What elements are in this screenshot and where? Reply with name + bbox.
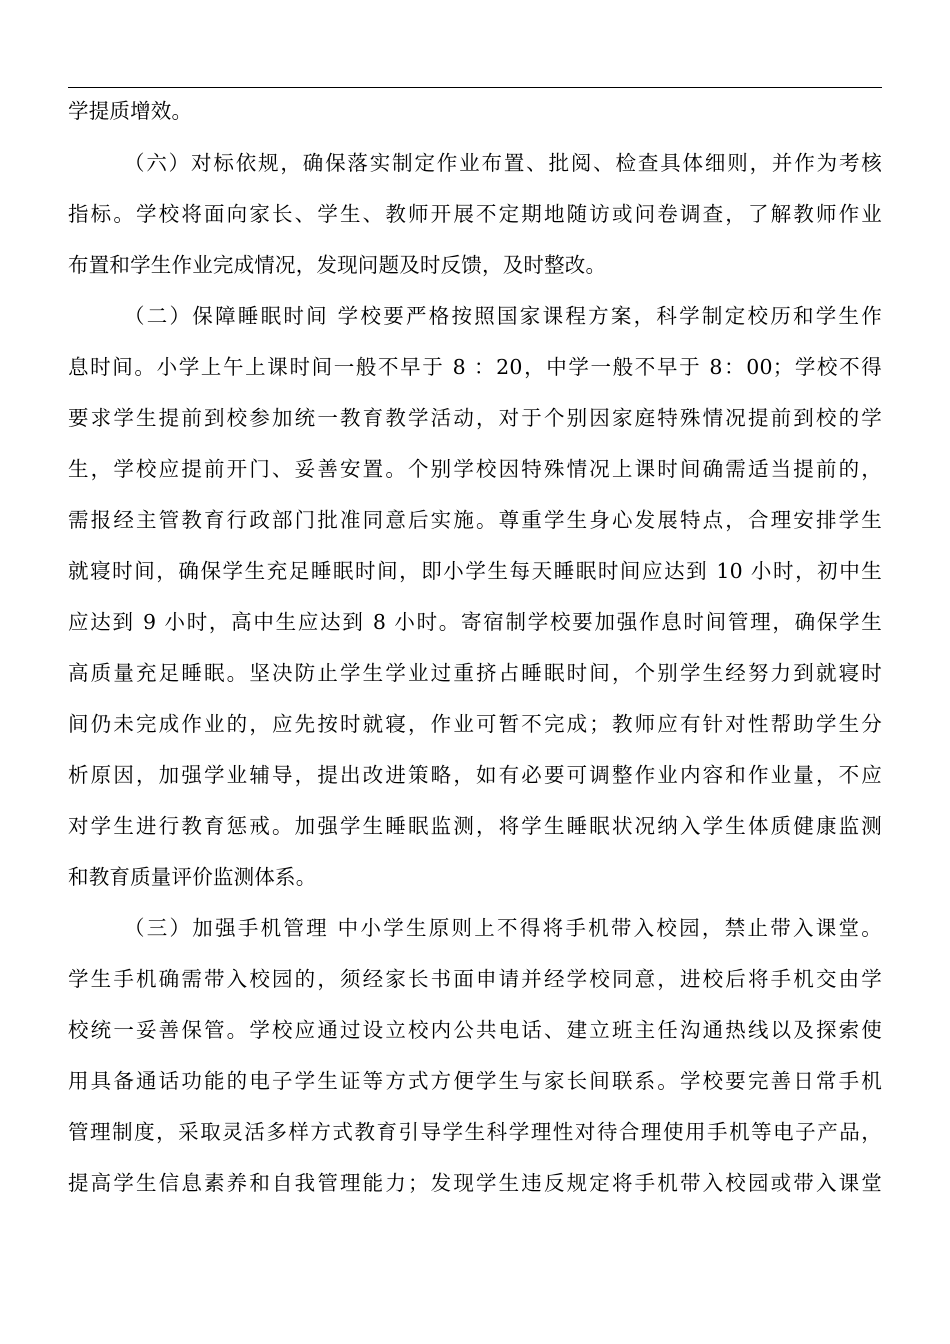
text-line: 高质量充足睡眠。坚决防止学生学业过重挤占睡眠时间，个别学生经努力到就寝时: [68, 661, 882, 685]
text-line: 布置和学生作业完成情况，发现问题及时反馈，及时整改。: [68, 253, 607, 277]
text-line: 用具备通话功能的电子学生证等方式方便学生与家长间联系。学校要完善日常手机: [68, 1069, 882, 1093]
paragraph-first-line: （二）保障睡眠时间 学校要严格按照国家课程方案，科学制定校历和学生作: [124, 304, 882, 328]
text-line: 和教育质量评价监测体系。: [68, 865, 317, 889]
paragraph-first-line: （三）加强手机管理 中小学生原则上不得将手机带入校园，禁止带入课堂。: [124, 916, 882, 940]
paragraph-first-line: （六）对标依规，确保落实制定作业布置、批阅、检查具体细则，并作为考核: [124, 151, 882, 175]
text-line: 管理制度，采取灵活多样方式教育引导学生科学理性对待合理使用手机等电子产品，: [68, 1120, 882, 1144]
text-line: 息时间。小学上午上课时间一般不早于 8 ：20，中学一般不早于 8：00；学校不得: [68, 355, 882, 379]
text-line: 生，学校应提前开门、妥善安置。个别学校因特殊情况上课时间确需适当提前的，: [68, 457, 882, 481]
text-line: 对学生进行教育惩戒。加强学生睡眠监测，将学生睡眠状况纳入学生体质健康监测: [68, 814, 882, 838]
text-line: 间仍未完成作业的，应先按时就寝，作业可暂不完成；教师应有针对性帮助学生分: [68, 712, 882, 736]
text-line: 校统一妥善保管。学校应通过设立校内公共电话、建立班主任沟通热线以及探索使: [68, 1018, 882, 1042]
text-line: 指标。学校将面向家长、学生、教师开展不定期地随访或问卷调查，了解教师作业: [68, 202, 882, 226]
text-line: 要求学生提前到校参加统一教育教学活动，对于个别因家庭特殊情况提前到校的学: [68, 406, 882, 430]
text-line: 学提质增效。: [68, 99, 193, 123]
text-line: 需报经主管教育行政部门批准同意后实施。尊重学生身心发展特点，合理安排学生: [68, 508, 882, 532]
text-line: 应达到 9 小时，高中生应达到 8 小时。寄宿制学校要加强作息时间管理，确保学生: [68, 610, 882, 634]
text-line: 学生手机确需带入校园的，须经家长书面申请并经学校同意，进校后将手机交由学: [68, 967, 882, 991]
text-line: 析原因，加强学业辅导，提出改进策略，如有必要可调整作业内容和作业量，不应: [68, 763, 882, 787]
header-rule: [68, 87, 882, 88]
text-line: 就寝时间，确保学生充足睡眠时间，即小学生每天睡眠时间应达到 10 小时，初中生: [68, 559, 882, 583]
text-line: 提高学生信息素养和自我管理能力；发现学生违反规定将手机带入校园或带入课堂: [68, 1171, 882, 1195]
